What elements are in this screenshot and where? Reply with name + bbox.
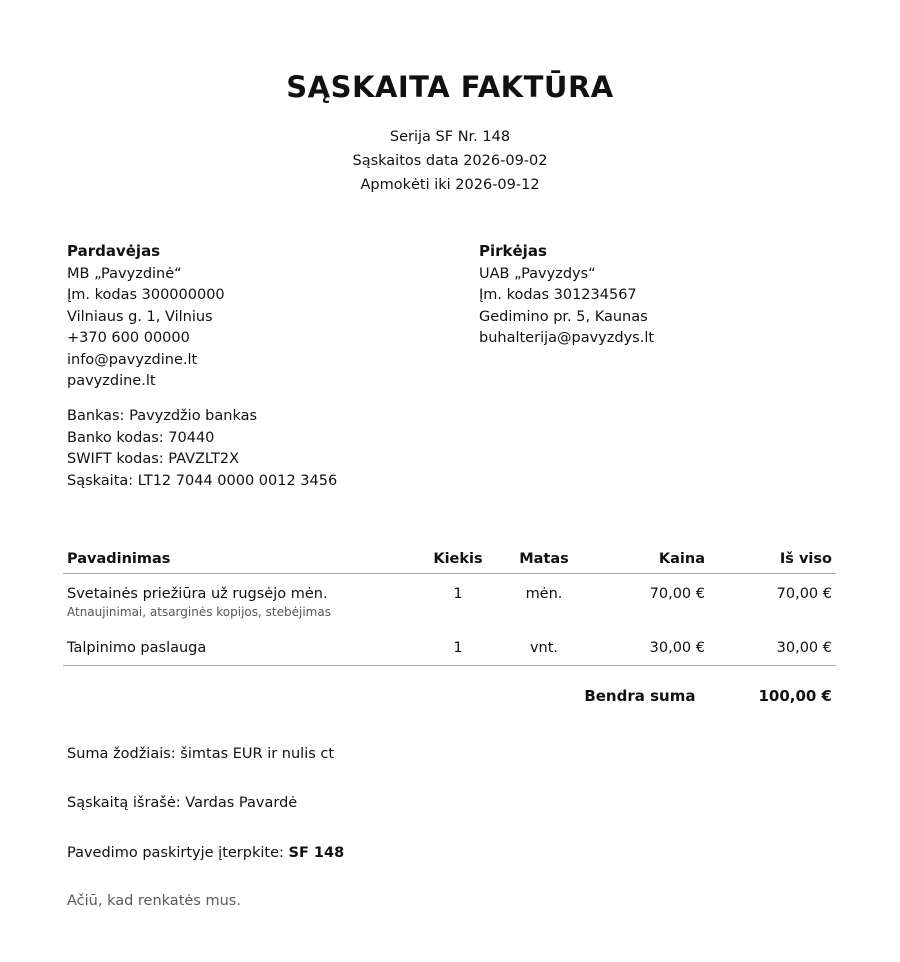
header-quantity: Kiekis <box>403 545 513 573</box>
invoice-date: Sąskaitos data 2026-09-02 <box>352 153 548 169</box>
item-name-cell <box>63 629 403 665</box>
invoice-due-date: Apmokėti iki 2026-09-12 <box>360 177 540 193</box>
item-price: 30,00 € <box>575 629 709 665</box>
buyer-name: UAB „Pavyzdys“ <box>479 265 596 282</box>
invoice-title: SĄSKAITA FAKTŪRA <box>286 70 614 104</box>
seller-name: MB „Pavyzdinė“ <box>67 265 182 282</box>
item-name: Svetainės priežiūra už rugsėjo mėn. <box>67 585 328 602</box>
header-name: Pavadinimas <box>63 545 403 573</box>
items-table <box>63 545 836 666</box>
bank-swift: SWIFT kodas: PAVZLT2X <box>67 451 240 467</box>
item-description: Atnaujinimai, atsarginės kopijos, stebėjimas <box>67 604 331 619</box>
table-row <box>63 573 836 629</box>
buyer-address: Gedimino pr. 5, Kaunas <box>479 308 648 325</box>
seller-block <box>67 241 225 393</box>
buyer-email: buhalterija@pavyzdys.lt <box>479 330 655 346</box>
table-row <box>63 629 836 665</box>
bank-code: Banko kodas: 70440 <box>67 429 215 446</box>
item-price: 70,00 € <box>649 585 705 602</box>
item-unit: vnt. <box>513 629 575 665</box>
grand-total-value: 100,00 € <box>758 687 832 705</box>
item-total: 70,00 € <box>776 585 832 602</box>
payment-reference <box>67 845 344 861</box>
buyer-company-code: Įm. kodas 301234567 <box>479 287 637 303</box>
amount-in-words: Suma žodžiais: šimtas EUR ir nulis ct <box>67 746 335 762</box>
seller-bank-details <box>67 406 337 492</box>
item-name: Talpinimo paslauga <box>67 640 207 656</box>
item-unit: mėn. <box>525 585 563 602</box>
grand-total <box>584 687 832 705</box>
seller-company-code: Įm. kodas 300000000 <box>67 287 225 303</box>
seller-email: info@pavyzdine.lt <box>67 351 198 368</box>
grand-total-label: Bendra suma <box>584 687 696 705</box>
payment-reference-label: Pavedimo paskirtyje įterpkite: <box>67 845 289 861</box>
thank-you-note: Ačiū, kad renkatės mus. <box>67 893 241 909</box>
seller-phone: +370 600 00000 <box>67 330 190 346</box>
header-unit: Matas <box>513 545 575 573</box>
invoice-series: Serija SF Nr. 148 <box>389 129 511 145</box>
item-name-cell <box>63 573 403 629</box>
header-total: Iš viso <box>709 545 836 573</box>
item-quantity: 1 <box>403 629 513 665</box>
item-total: 30,00 € <box>709 629 836 665</box>
item-quantity: 1 <box>453 585 463 602</box>
seller-address: Vilniaus g. 1, Vilnius <box>67 308 213 325</box>
buyer-heading: Pirkėjas <box>479 242 547 260</box>
buyer-block <box>479 241 654 350</box>
seller-website: pavyzdine.lt <box>67 373 156 389</box>
bank-account: Sąskaita: LT12 7044 0000 0012 3456 <box>67 472 338 489</box>
header-price: Kaina <box>575 545 709 573</box>
bank-name: Bankas: Pavyzdžio bankas <box>67 408 258 424</box>
seller-heading: Pardavėjas <box>67 242 161 260</box>
payment-reference-code: SF 148 <box>288 845 345 861</box>
issued-by: Sąskaitą išrašė: Vardas Pavardė <box>67 795 298 811</box>
items-header-row <box>63 545 836 573</box>
invoice-meta <box>0 125 900 197</box>
